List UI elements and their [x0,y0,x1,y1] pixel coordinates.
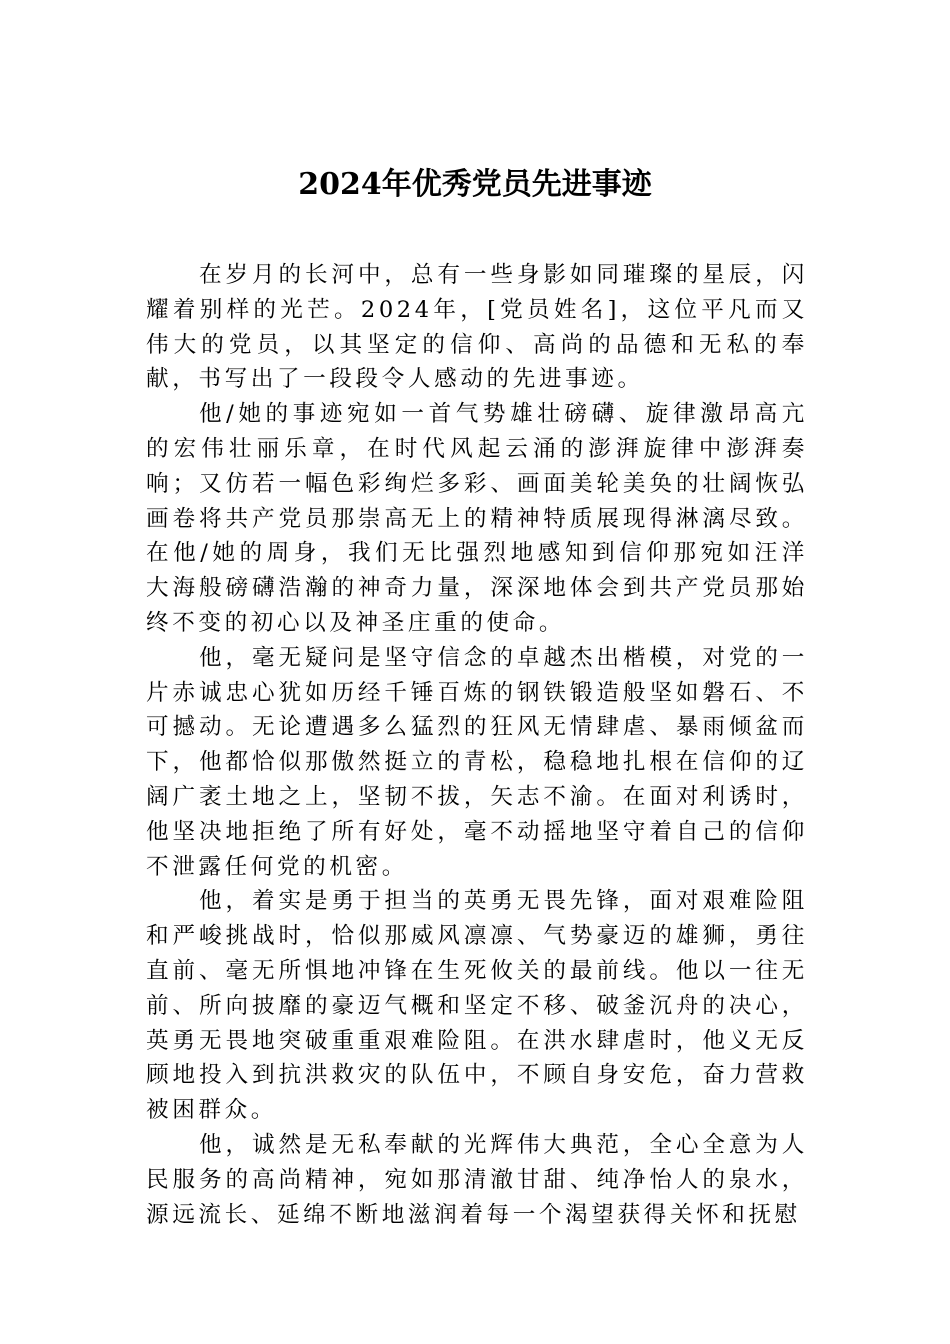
paragraph-5: 他，诚然是无私奉献的光辉伟大典范，全心全意为人民服务的高尚精神，宛如那清澈甘甜、纯净怡人的泉水，源远流长、延绵不断地滋润着每一个渴望获得关怀和抚慰 [146,1131,808,1228]
document-body [146,258,808,1232]
paragraph-1: 在岁月的长河中，总有一些身影如同璀璨的星辰，闪耀着别样的光芒。2024年，[党员姓名]，这位平凡而又伟大的党员，以其坚定的信仰、高尚的品德和无私的奉献，书写出了一段段令人感动的先进事迹。 [146,262,808,393]
paragraph-3: 他，毫无疑问是坚守信念的卓越杰出楷模，对党的一片赤诚忠心犹如历经千锤百炼的钢铁锻造般坚如磐石、不可撼动。无论遭遇多么猛烈的狂风无情肆虐、暴雨倾盆而下，他都恰似那傲然挺立的青松，稳稳地扎根在信仰的辽阔广袤土地之上，坚韧不拔，矢志不渝。在面对利诱时，他坚决地拒绝了所有好处，毫不动摇地坚守着自己的信仰不泄露任何党的机密。 [146,644,808,880]
paragraph-2: 他/她的事迹宛如一首气势雄壮磅礴、旋律激昂高亢的宏伟壮丽乐章，在时代风起云涌的澎湃旋律中澎湃奏响；又仿若一幅色彩绚烂多彩、画面美轮美奂的壮阔恢弘画卷将共产党员那崇高无上的精神特质展现得淋漓尽致。在他/她的周身，我们无比强烈地感知到信仰那宛如汪洋大海般磅礴浩瀚的神奇力量，深深地体会到共产党员那始终不变的初心以及神圣庄重的使命。 [146,401,808,636]
paragraph-4: 他，着实是勇于担当的英勇无畏先锋，面对艰难险阻和严峻挑战时，恰似那威风凛凛、气势豪迈的雄狮，勇往直前、毫无所惧地冲锋在生死攸关的最前线。他以一往无前、所向披靡的豪迈气概和坚定不移、破釜沉舟的决心，英勇无畏地突破重重艰难险阻。在洪水肆虐时，他义无反顾地投入到抗洪救灾的队伍中，不顾自身安危，奋力营救被困群众。 [146,888,808,1124]
document-title: 2024年优秀党员先进事迹 [298,167,652,202]
